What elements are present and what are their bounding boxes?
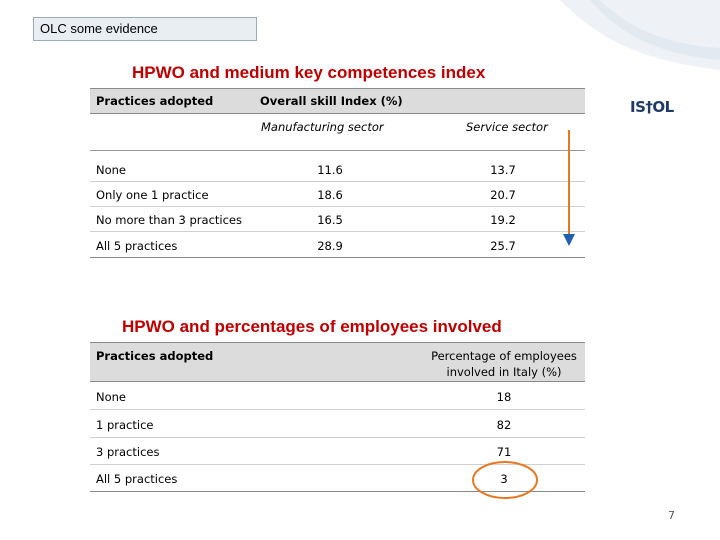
table1-sub-service: Service sector (466, 120, 548, 134)
table1-col-practices: Practices adopted (96, 94, 214, 108)
highlight-circle (470, 459, 540, 501)
table2-col-percentage-line2: involved in Italy (%) (446, 365, 562, 379)
table2-col-percentage-line1: Percentage of employees (431, 349, 577, 363)
section-tag: OLC some evidence (33, 17, 257, 41)
table1-row-divider (90, 181, 585, 182)
table1-row-service: 25.7 (490, 239, 516, 253)
table2-row-label: None (96, 390, 127, 404)
table2-row-divider (90, 437, 585, 438)
page-number: 7 (668, 509, 675, 522)
down-arrow-icon (558, 128, 582, 250)
table1-sub-manufacturing: Manufacturing sector (261, 120, 384, 134)
table1-row-label: All 5 practices (96, 239, 178, 253)
table1-row-label: None (96, 163, 127, 177)
table2-col-practices: Practices adopted (96, 349, 214, 363)
table1-col-skill: Overall skill Index (%) (260, 94, 403, 108)
table1-row-manufacturing: 18.6 (317, 188, 343, 202)
table2-row-value: 18 (496, 390, 512, 404)
table1-row-manufacturing: 16.5 (317, 213, 343, 227)
isfol-logo: IS†OL (630, 98, 674, 116)
table2-row-divider (90, 409, 585, 410)
table2-row-label: 3 practices (96, 445, 160, 459)
table1-bottom-rule (90, 257, 585, 258)
table2-row-label: 1 practice (96, 418, 154, 432)
table1-title: HPWO and medium key competences index (132, 63, 486, 82)
table2-row-label: All 5 practices (96, 472, 178, 486)
table1-row-divider (90, 206, 585, 207)
table1-row-divider (90, 231, 585, 232)
table2-row-value: 71 (496, 445, 512, 459)
table1-row-manufacturing: 28.9 (317, 239, 343, 253)
table2-row-value: 3 (500, 472, 508, 486)
table2-title: HPWO and percentages of employees involved (122, 317, 502, 336)
table1-row-service: 20.7 (490, 188, 516, 202)
table1-row-service: 19.2 (490, 213, 516, 227)
table1-row-label: No more than 3 practices (96, 213, 242, 227)
table1-divider (90, 150, 585, 151)
table1-row-service: 13.7 (490, 163, 516, 177)
table1-row-manufacturing: 11.6 (317, 163, 343, 177)
table2-row-value: 82 (496, 418, 512, 432)
table1-row-label: Only one 1 practice (96, 188, 209, 202)
